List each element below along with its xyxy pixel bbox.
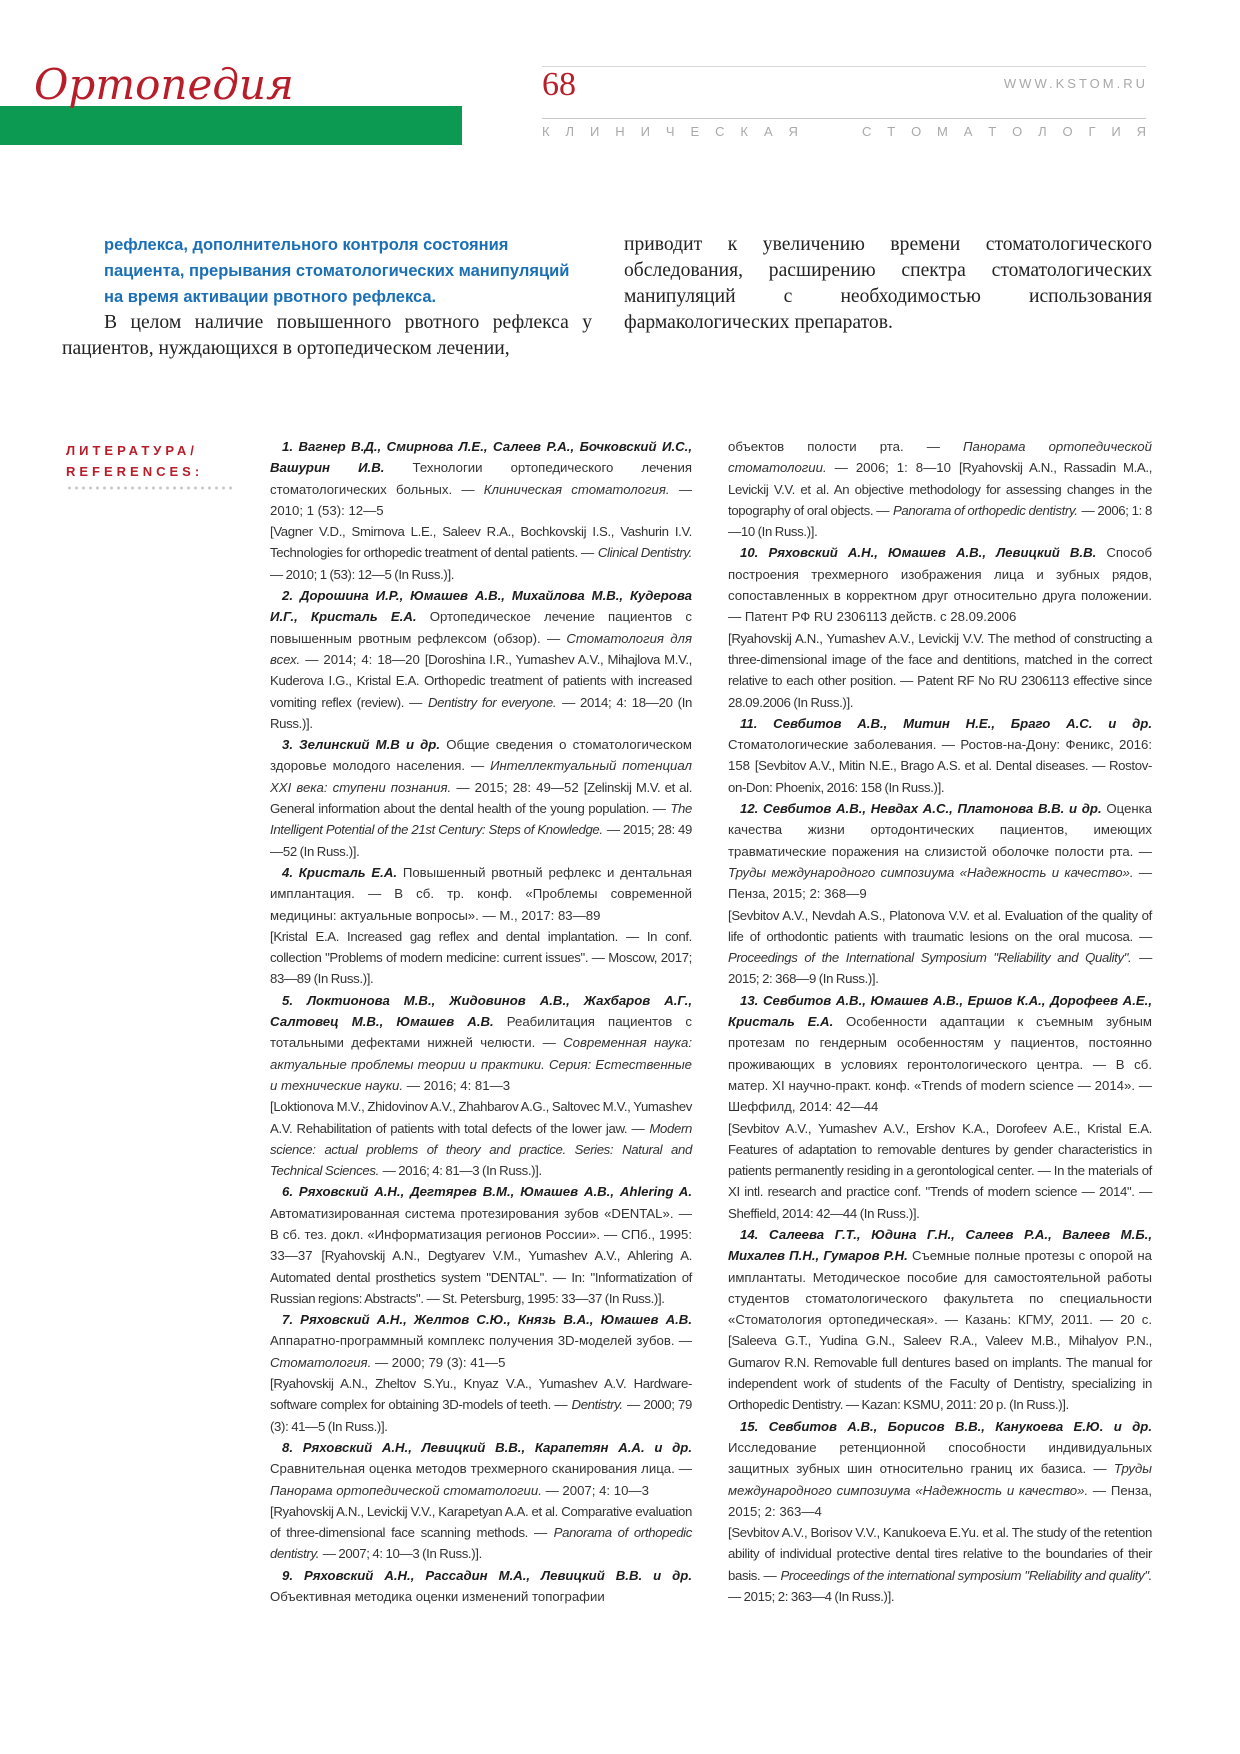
reference-authors: Севбитов А.В., Юмашев А.В., Ершов К.А., Дорофеев А.Е., Кристаль Е.А. <box>728 992 1152 1030</box>
body-paragraph: В целом наличие повышенного рвотного рефлекса у пациентов, нуждающихся в ортопедическом лечении, <box>62 312 592 359</box>
journal-letter: А <box>763 124 773 139</box>
reference-text: Реабилитация пациентов с тотальными дефектами нижней челюсти. — <box>270 1014 692 1051</box>
reference-text: Автоматизированная система протезирования зубов «DENTAL». — В сб. тез. докл. «Информатизация регионов России». — СПб., 1995: 33—37 <box>270 1205 692 1264</box>
reference-entry <box>728 1224 1152 1416</box>
intro-left-column <box>62 232 592 362</box>
header-rule <box>542 118 1146 119</box>
reference-entry <box>270 1181 692 1309</box>
reference-num: 11. <box>740 715 758 731</box>
reference-authors: Дорошина И.Р., Юмашев А.В., Михайлова М.В., Кудерова И.Г., Кристаль Е.А. <box>270 588 692 625</box>
reference-tail: — 2010; 1 (53): 12—5 <box>270 481 692 518</box>
reference-authors: Ряховский А.Н., Рассадин М.А., Левицкий В.В. и др. <box>303 1567 692 1583</box>
reference-text: Съемные полные протезы с опорой на имплантаты. Методическое пособие для самостоятельной работы студентов стоматологического факультета по специальности «Стоматология ортопедическая». — Казань: КГМУ, 2011. — 20 с. <box>728 1248 1153 1328</box>
reference-num: 1. <box>282 439 293 454</box>
reference-tail: — 2014; 4: 18—20 <box>305 651 420 667</box>
reference-en-journal: Panorama of orthopedic dentistry. <box>892 502 1078 518</box>
journal-letter: К <box>542 124 550 139</box>
reference-journal: Труды международного симпозиума «Надежность и качество». <box>728 864 1134 880</box>
journal-letter: О <box>911 124 922 139</box>
reference-text: Аппаратно-программный комплекс получения 3D-моделей зубов. — <box>270 1333 692 1349</box>
page-number: 68 <box>542 66 576 103</box>
reference-en-pre: [Sevbitov A.V., Nevdah A.S., Platonova V.V. et al. Evaluation of the quality of life of orthodontic patients with traumatic lesions on the oral mucosa. — <box>728 907 1152 944</box>
reference-en-tail: — 2015; 28: 49—52 (In Russ.)]. <box>270 822 693 859</box>
journal-letter: М <box>937 124 948 139</box>
reference-en-journal: Dentistry for everyone. <box>427 694 557 710</box>
reference-entry <box>728 713 1152 798</box>
reference-tail: — Пенза, 2015; 2: 368—9 <box>728 864 1152 902</box>
reference-en-tail: — 2010; 1 (53): 12—5 (In Russ.)]. <box>270 566 455 582</box>
reference-entry <box>270 1437 692 1565</box>
reference-entry <box>270 585 692 734</box>
reference-en-pre: [Sevbitov A.V., Mitin N.E., Brago A.S. et al. Dental diseases. — Rostov-on-Don: Phoenix, 2016: 158 (In Russ.)]. <box>728 758 1152 795</box>
reference-text: Стоматологические заболевания. — Ростов-на-Дону: Феникс, 2016: 158 <box>728 737 1152 774</box>
reference-text: Повышенный рвотный рефлекс и дентальная имплантация. — В сб. тр. конф. «Проблемы современной медицины: актуальные вопросы». — М., 2017: 83—89 <box>270 864 693 923</box>
reference-authors: Ряховский А.Н., Дегтярев В.М., Юмашев А.В., Ahlering A. <box>298 1184 692 1200</box>
highlighted-conclusion: рефлекса, дополнительного контроля состояния пациента, прерывания стоматологических манипуляций на время активации рвотного рефлекса. <box>104 236 570 306</box>
reference-num: 5. <box>282 992 293 1008</box>
reference-en-tail: — 2014; 4: 18—20 (In Russ.)]. <box>270 694 692 731</box>
reference-en-journal: Modern science: actual problems of theory and practice. Series: Natural and Technical Sciences. <box>270 1120 692 1179</box>
references-column-1 <box>270 436 692 1607</box>
reference-en-pre: [Sevbitov A.V., Borisov V.V., Kanukoeva E.Yu. et al. The study of the retention ability of individual protective dental tires relative to the boundaries of their basis. — <box>728 1525 1152 1583</box>
reference-num: 10. <box>740 545 759 561</box>
reference-en-pre: [Ryahovskij A.N., Yumashev A.V., Levickij V.V. The method of constructing a three-dimensional image of the face and dentitions, matched in the correct relative to each other position. — Patent RF No RU 2306113 effective since 28.09.2006 (In Russ.)]. <box>728 630 1152 710</box>
reference-num: 8. <box>282 1439 293 1455</box>
reference-text: Объективная методика оценки изменений топографии <box>270 1589 605 1605</box>
references-heading-ru: ЛИТЕРАТУРА/ <box>66 443 198 458</box>
reference-entry <box>728 436 1152 542</box>
reference-entry <box>728 1416 1152 1608</box>
reference-journal: Современная наука: актуальные проблемы теории и практики. Серия: Естественные и технические науки. <box>270 1035 692 1093</box>
reference-authors: Зелинский М.В и др. <box>299 737 441 753</box>
reference-en-tail: — 2016; 4: 81—3 (In Russ.)]. <box>382 1163 542 1179</box>
journal-word-2 <box>862 124 1146 139</box>
reference-en-tail: — 2006; 1: 8—10 (In Russ.)]. <box>728 502 1152 540</box>
reference-text: Способ построения трехмерного изображения лица и зубных рядов, сопоставленных в корректном друг относительно друга положении. — Патент РФ RU 2306113 действ. с 28.09.2006 <box>728 545 1153 625</box>
reference-text: Особенности адаптации к съемным зубным протезам по гендерным особенностям у пациентов, постоянно проживающих в условиях геронтологического центра. — В сб. матер. XI научно-практ. конф. «Trends of modern science — 2014». — Шеффилд, 2014: 42—44 <box>728 1014 1152 1115</box>
reference-tail: — Пенза, 2015; 2: 363—4 <box>728 1482 1152 1519</box>
journal-letter: Я <box>1136 124 1146 139</box>
journal-letter: О <box>1062 124 1073 139</box>
reference-text: Сравнительная оценка методов трехмерного сканирования лица. — <box>270 1461 692 1477</box>
reference-en-journal: Dentistry. <box>571 1397 623 1413</box>
reference-en-journal: Panorama of orthopedic dentistry. <box>270 1525 693 1562</box>
reference-tail: — 2000; 79 (3): 41—5 <box>374 1354 506 1370</box>
journal-letter: К <box>740 124 748 139</box>
reference-num: 2. <box>282 588 293 604</box>
reference-num: 3. <box>282 737 293 753</box>
reference-authors: Ряховский А.Н., Левицкий В.В., Карапетян А.А. и др. <box>302 1439 692 1455</box>
reference-text: Общие сведения о стоматологическом здоровье молодого населения. — <box>270 737 692 774</box>
references-dotted-divider <box>66 486 236 490</box>
reference-en-pre: [Doroshina I.R., Yumashev A.V., Mihajlova M.V., Kuderova I.G., Kristal E.A. Orthopedic treatment of patients with increased vomiting reflex (review). — <box>270 651 692 710</box>
reference-num: 12. <box>740 801 759 817</box>
reference-entry <box>270 436 692 585</box>
reference-entry <box>728 990 1152 1224</box>
reference-authors: Вагнер В.Д., Смирнова Л.Е., Салеев Р.А., Бочковский И.С., Вашурин И.В. <box>270 439 692 476</box>
reference-journal: Клиническая стоматология. <box>483 481 670 497</box>
reference-authors: Севбитов А.В., Невдах А.С., Платонова В.В. и др. <box>763 801 1102 817</box>
reference-text: объектов полости рта. — <box>728 439 940 454</box>
reference-en-pre: [Sevbitov A.V., Yumashev A.V., Ershov K.A., Dorofeev A.E., Kristal E.A. Features of adaptation to removable dentures by gender characteristics in patients permanently residing in a gerontological center. — In the materials of XI intl. research and practice conf. "Trends of modern science — 2014". — Sheffield, 2014: 42—44 (In Russ.)]. <box>728 1120 1152 1221</box>
reference-text: Технологии ортопедического лечения стоматологических больных. — <box>270 460 692 497</box>
reference-num: 9. <box>282 1567 293 1583</box>
journal-letter: Л <box>565 124 575 139</box>
reference-entry <box>270 1565 692 1608</box>
reference-en-pre: [Ryahovskij A.N., Rassadin M.A., Levickij V.V. et al. An objective methodology for assessing changes in the topography of oral objects. — <box>728 460 1153 518</box>
reference-entry <box>270 862 692 990</box>
journal-letter: И <box>589 124 600 139</box>
reference-num: 13. <box>740 992 759 1008</box>
reference-tail: — 2007; 4: 10—3 <box>545 1482 649 1498</box>
journal-letter: Т <box>988 124 997 139</box>
reference-en-pre: [Vagner V.D., Smirnova L.E., Saleev R.A., Bochkovskij I.S., Vashurin I.V. Technologies for orthopedic treatment of dental patients. — <box>270 524 692 561</box>
journal-letter: С <box>862 124 872 139</box>
reference-en-journal: Proceedings of the International Symposium "Reliability and Quality". <box>728 950 1132 966</box>
reference-journal: Труды международного симпозиума «Надежность и качество». <box>728 1461 1152 1498</box>
journal-letter: О <box>1012 124 1023 139</box>
reference-journal: Стоматология для всех. <box>270 630 692 667</box>
reference-authors: Ряховский А.Н., Юмашев А.В., Левицкий В.В. <box>768 545 1097 561</box>
journal-letter: Г <box>1088 124 1096 139</box>
references-heading-en: REFERENCES: <box>66 464 204 479</box>
reference-tail: — 2015; 28: 49—52 <box>456 779 579 795</box>
reference-authors: Салеева Г.Т., Юдина Г.Н., Салеев Р.А., Валеев М.Б., Михалев П.Н., Гумаров Р.Н. <box>728 1226 1152 1264</box>
reference-tail: — 2016; 4: 81—3 <box>406 1077 511 1093</box>
reference-en-pre: [Ryahovskij A.N., Degtyarev V.M., Yumashev A.V., Ahlering A. Automated dental prosthetics system "DENTAL". — In: "Informatization of Russian regions: Abstracts". — St. Petersburg, 1995: 33—37 (In Russ.)]. <box>270 1248 692 1306</box>
journal-letter: Т <box>887 124 896 139</box>
reference-num: 6. <box>282 1184 293 1200</box>
reference-journal: Панорама ортопедической стоматологии. <box>270 1482 542 1498</box>
reference-en-pre: [Kristal E.A. Increased gag reflex and dental implantation. — In conf. collection "Problems of modern medicine: current issues". — Moscow, 2017; 83—89 (In Russ.)]. <box>270 928 692 987</box>
section-title: Ортопедия <box>34 60 294 109</box>
reference-en-pre: [Ryahovskij A.N., Levickij V.V., Karapetyan A.A. et al. Comparative evaluation of three-dimensional face scanning methods. — <box>270 1503 692 1541</box>
reference-num: 14. <box>740 1226 759 1242</box>
reference-num: 4. <box>282 864 293 880</box>
reference-text: Ортопедическое лечение пациентов с повышенным рвотным рефлексом (обзор). — <box>270 609 692 646</box>
journal-letter: Л <box>1038 124 1047 139</box>
reference-en-pre: [Saleeva G.T., Yudina G.N., Saleev R.A., Valeev M.B., Mihalyov P.N., Gumarov R.N. Removable full dentures based on implants. The manual for independent work of students of the Faculty of Dentistry, specializing in Orthopedic Dentistry. — Kazan: KSMU, 2011: 20 p. (In Russ.)]. <box>728 1333 1152 1413</box>
reference-authors: Севбитов А.В., Борисов В.В., Канукоева Е.Ю. и др. <box>768 1418 1152 1434</box>
reference-entry <box>728 798 1152 990</box>
references-heading <box>66 440 203 482</box>
reference-en-tail: — 2007; 4: 10—3 (In Russ.)]. <box>322 1546 482 1562</box>
reference-num: 15. <box>740 1418 759 1434</box>
reference-text: Исследование ретенционной способности индивидуальных защитных зубных шин относительно границ их базиса. — <box>728 1439 1152 1477</box>
reference-journal: Панорама ортопедической стоматологии. <box>728 439 1152 476</box>
reference-entry <box>270 734 692 862</box>
reference-journal: Стоматология. <box>270 1354 372 1370</box>
journal-word-1 <box>542 124 798 139</box>
reference-tail: — 2006; 1: 8—10 <box>834 460 951 476</box>
reference-en-tail: — 2015; 2: 368—9 (In Russ.)]. <box>728 950 1152 987</box>
reference-entry <box>728 542 1152 712</box>
reference-en-journal: Clinical Dentistry. <box>597 545 692 561</box>
reference-authors: Локтионова М.В., Жидовинов А.В., Жахбаров А.Г., Салтовец М.В., Юмашев А.В. <box>270 992 692 1030</box>
reference-en-tail: — 2015; 2: 363—4 (In Russ.)]. <box>728 1589 895 1605</box>
journal-letter: И <box>640 124 650 139</box>
reference-en-journal: Proceedings of the international symposium "Reliability and quality". <box>780 1567 1152 1583</box>
reference-entry <box>270 1309 692 1437</box>
journal-website: WWW.KSTOM.RU <box>1003 76 1148 91</box>
header-top-rule <box>542 66 1146 67</box>
reference-num: 7. <box>282 1312 293 1328</box>
reference-journal: Интеллектуальный потенциал XXI века: ступени познания. <box>270 758 692 795</box>
intro-right-column: приводит к увеличению времени стоматологического обследования, расширению спектра стоматологических манипуляций с необходимостью использования фармакологических препаратов. <box>624 234 1152 333</box>
journal-letter: Ч <box>665 124 675 139</box>
journal-letter: Н <box>615 124 625 139</box>
journal-letter: И <box>1111 124 1121 139</box>
reference-authors: Севбитов А.В., Митин Н.Е., Браго А.С. и др. <box>773 715 1152 731</box>
reference-text: Оценка качества жизни ортодонтических пациентов, имеющих травматические поражения на слизистой оболочке полости рта. — <box>728 801 1153 859</box>
reference-en-pre: [Ryahovskij A.N., Zheltov S.Yu., Knyaz V.A., Yumashev A.V. Hardware-software complex for obtaining 3D-models of teeth. — <box>270 1376 692 1413</box>
reference-authors: Кристаль Е.А. <box>298 864 398 880</box>
journal-letter: А <box>963 124 973 139</box>
journal-letter: С <box>715 124 725 139</box>
reference-en-pre: [Zelinskij M.V. et al. General information about the dental health of the young population. — <box>270 779 693 817</box>
journal-letter: Е <box>690 124 700 139</box>
section-color-bar <box>0 106 462 145</box>
reference-en-journal: The Intelligent Potential of the 21st Century: Steps of Knowledge. <box>270 801 692 838</box>
reference-en-tail: — 2000; 79 (3): 41—5 (In Russ.)]. <box>270 1397 693 1434</box>
reference-entry <box>270 990 692 1182</box>
references-column-2 <box>728 436 1152 1607</box>
journal-name <box>542 124 1146 139</box>
journal-letter: Я <box>788 124 798 139</box>
reference-authors: Ряховский А.Н., Желтов С.Ю., Князь В.А., Юмашев А.В. <box>300 1312 692 1328</box>
reference-en-pre: [Loktionova M.V., Zhidovinov A.V., Zhahbarov A.G., Saltovec M.V., Yumashev A.V. Rehabilitation of patients with total defects of the lower jaw. — <box>270 1099 692 1136</box>
